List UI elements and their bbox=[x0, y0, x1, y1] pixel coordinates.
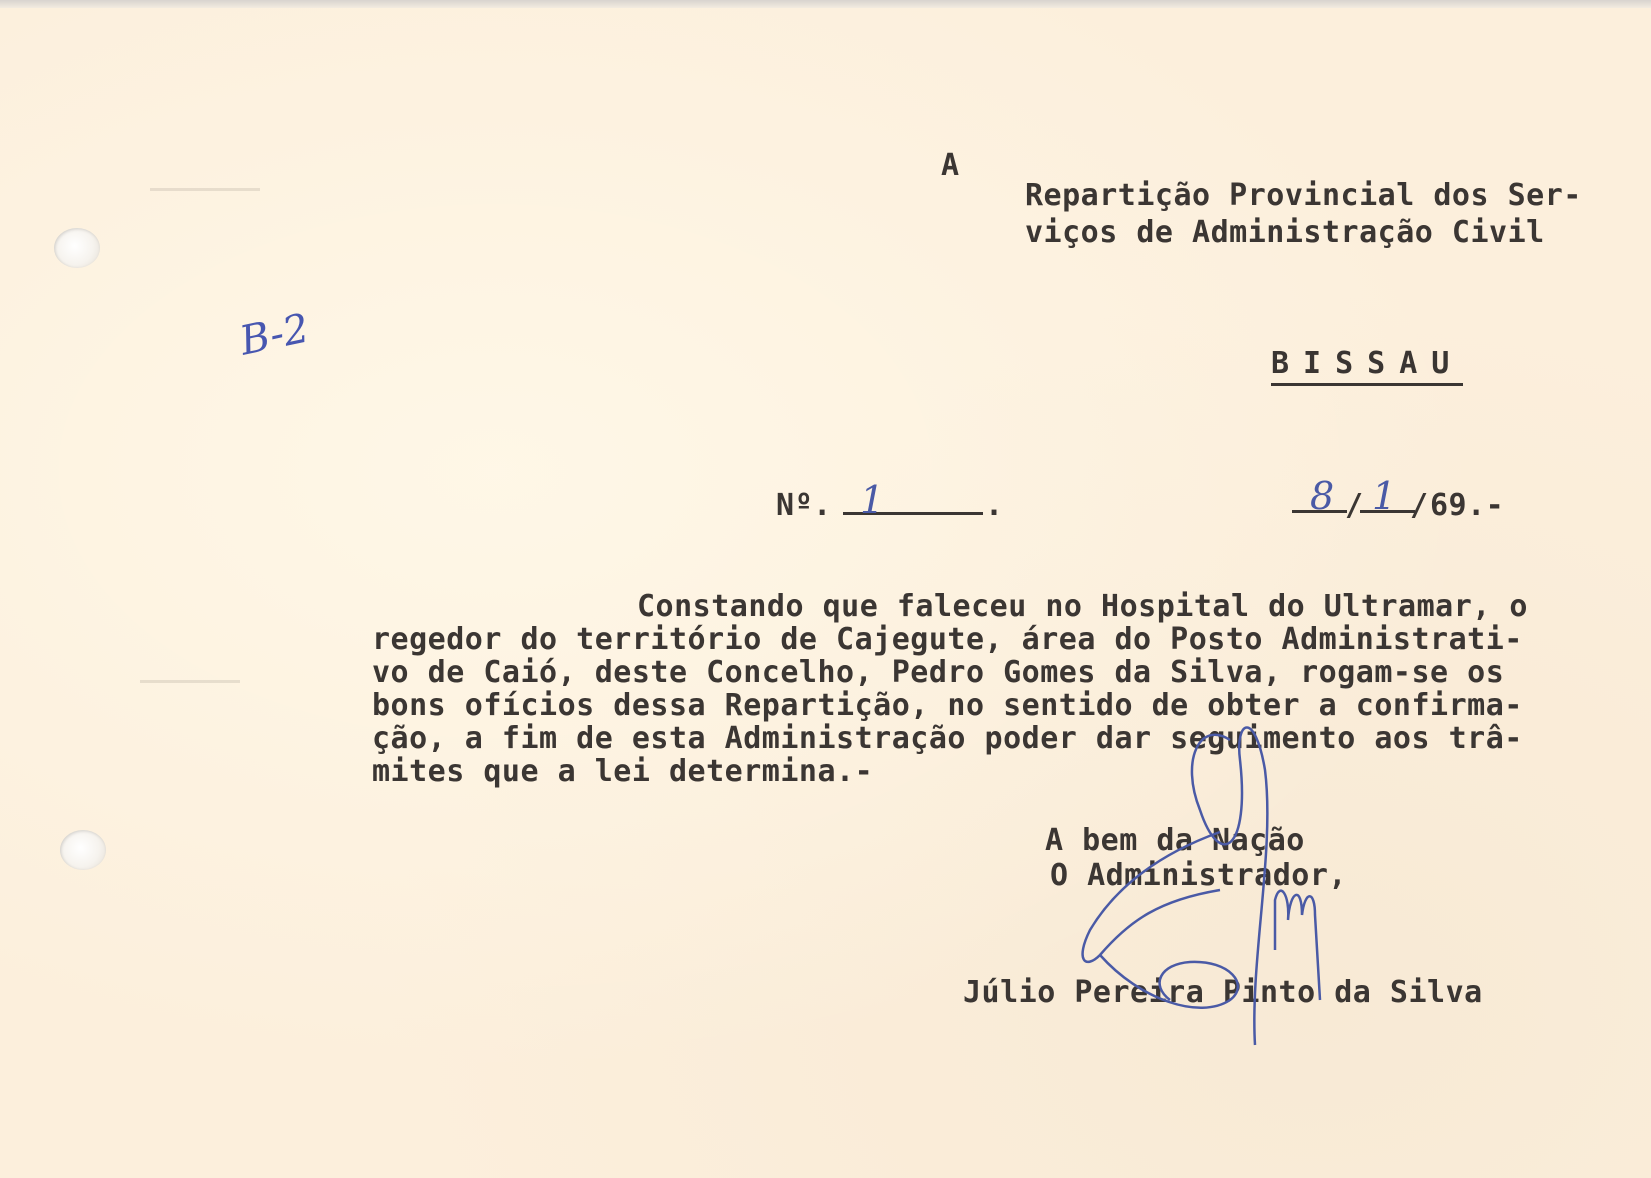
handwritten-date-month: 1 bbox=[1372, 474, 1397, 518]
handwritten-date-day: 8 bbox=[1310, 474, 1335, 518]
body-text-line: Constando que faleceu no Hospital do Ultramar, o bbox=[637, 589, 1528, 624]
handwritten-signature bbox=[1080, 700, 1400, 1060]
body-text-line: bons ofícios dessa Repartição, no sentido de obter a confirma- bbox=[372, 688, 1523, 723]
body-text-line: vo de Caió, deste Concelho, Pedro Gomes da Silva, rogam-se os bbox=[372, 655, 1505, 690]
faint-offset-mark bbox=[140, 680, 240, 683]
handwritten-reference-mark: B-2 bbox=[235, 305, 314, 365]
number-dot: . bbox=[985, 488, 1004, 523]
body-text-line: mites que a lei determina.- bbox=[372, 754, 874, 789]
addressee-line: viços de Administração Civil bbox=[1025, 215, 1545, 250]
handwritten-number: 1 bbox=[860, 478, 885, 522]
body-text-line: regedor do território de Cajegute, área do Posto Administrati- bbox=[372, 622, 1523, 657]
date-separator: / bbox=[1410, 488, 1429, 523]
closing-salutation: A bem da Nação bbox=[1045, 823, 1305, 858]
city-heading: BISSAU bbox=[1271, 346, 1463, 386]
number-label: Nº. bbox=[776, 488, 832, 523]
recipient-prefix: A bbox=[941, 148, 960, 183]
date-year: 69.- bbox=[1430, 488, 1505, 523]
faint-offset-mark bbox=[150, 188, 260, 191]
signer-name: Júlio Pereira Pinto da Silva bbox=[963, 975, 1483, 1010]
body-text-line: ção, a fim de esta Administração poder dar seguimento aos trâ- bbox=[372, 721, 1523, 756]
signer-title: O Administrador, bbox=[1050, 858, 1347, 893]
addressee-line: Repartição Provincial dos Ser- bbox=[1025, 178, 1582, 213]
scan-top-edge bbox=[0, 0, 1651, 8]
date-separator: / bbox=[1345, 488, 1364, 523]
punch-hole-bottom bbox=[60, 830, 106, 870]
punch-hole-top bbox=[54, 228, 100, 268]
